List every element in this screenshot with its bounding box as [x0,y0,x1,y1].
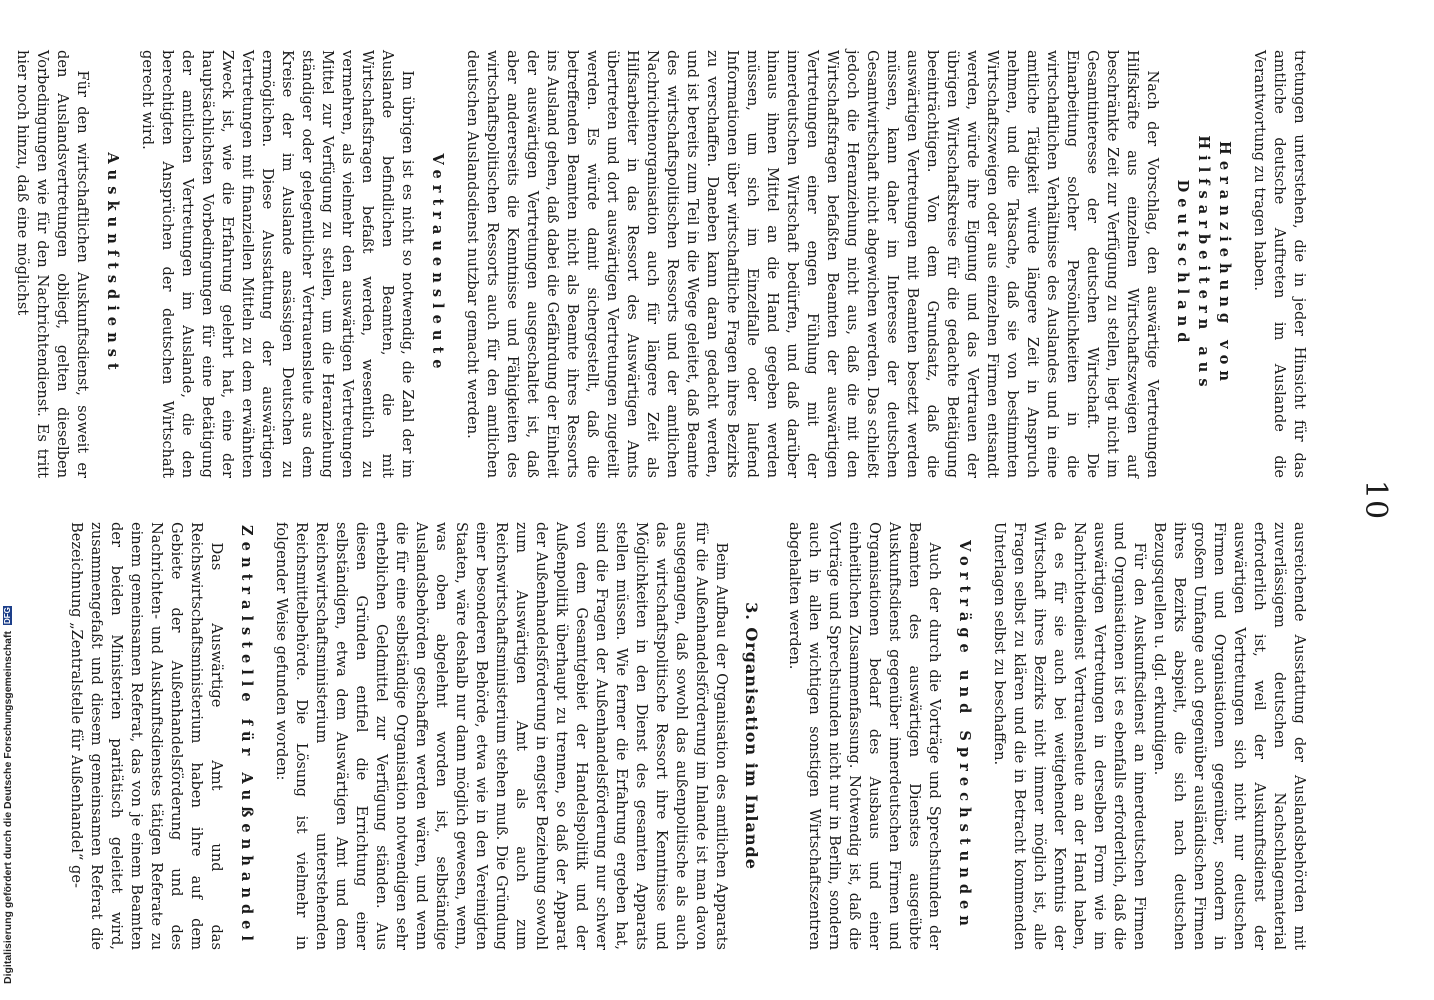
credit-text: Digitalisierung gefördert durch die Deutsche Forschungsgemeinschaft [2,631,14,984]
heading-hilfsarbeiter: Heranziehung von Hilfsarbeitern aus Deutschland [1174,135,1233,393]
heading-vertrauensleute: Vertrauensleute [429,153,446,375]
paragraph-vertrauensleute: Im übrigen ist es nicht so notwendig, die Zahl der im Auslande befindlichen Beamten, die mit Wirtschaftsfragen befaßt werden, wesentlich zu vermehren, als vielmehr den auswärtigen Vertretungen Mittel zur Verfügung zu stellen, um die Heranziehung ständiger oder gelegentlicher Vertrauensleute aus dem Kreise der im Auslande ansässigen Deutschen zu ermöglichen. Diese Ausstattung der auswärtigen Vertretungen mit finanziellen Mitteln zu dem erwähnten Zweck ist, wie die Erfahrung gelehrt hat, eine der hauptsächlichsten Vorbedingungen für eine Betätigung der amtlichen Vertretungen im Auslande, die den berechtigten Ansprüchen der deutschen Wirtschaft gerecht wird. [139,50,416,478]
page-number: 10 [1358,479,1393,521]
heading-zentralstelle: Zentralstelle für Außenhandel [238,525,255,947]
paragraph-vortraege: Auch der durch die Vorträge und Sprechstunden der Beamten des auswärtigen Dienstes ausgeübte Auskunftsdienst gegenüber innerdeutschen Firmen und Organisationen bedarf des Ausbaus und einer einheitlichen Zusammenfassung. Notwendig ist, daß die Vorträge und Sprechstunden nicht nur in Berlin, sondern auch in allen wichtigen sonstigen Wirtschaftszentren abgehalten werden. [786,522,943,950]
paragraph-zentralstelle: Das Auswärtige Amt und das Reichswirtschaftsministerium haben ihre auf dem Gebiete der Außenhandelsförderung und des Nachrichten- und Auskunftsdienstes tätigen Referate zu einem gemeinsamen Referat, das von je einem Beamten der beiden Ministerien paritätisch geleitet wird, zusammengefaßt und diesem gemeinsamen Referat die Bezeichnung „Zentralstelle für Außenhandel“ ge- [68,522,225,950]
paragraph-organisation: Beim Aufbau der Organisation des amtlichen Apparats für die Außenhandelsförderung im Inlande ist man davon ausgegangen, daß sowohl das außenpolitische als auch das wirtschaftspolitische Ressort ihre Kenntnisse und Möglichkeiten in den Dienst des gesamten Apparats stellen müssen. Wie ferner die Erfahrung ergeben hat, sind die Fragen der Außenhandelsförderung nur schwer von dem Gesamtgebiet der Handelspolitik und der Außenpolitik überhaupt zu trennen, so daß der Apparat der Außenhandelsförderung in engster Beziehung sowohl zum Auswärtigen Amt als auch zum Reichswirtschaftsministerium stehen muß. Die Gründung einer besonderen Behörde, etwa wie in den Vereinigten Staaten, wäre deshalb nur dann möglich gewesen, wenn, was oben abgelehnt worden ist, selbständige Auslandsbehörden geschaffen werden wären, und wenn die für eine selbständige Organisation notwendigen sehr erheblichen Geldmittel zur Verfügung ständen. Aus diesen Gründen entfiel die Errichtung einer selbständigen, etwa dem Auswärtigen Amt und dem Reichswirtschaftsministerium unterstehenden Reichsmittelbehörde. Die Lösung ist vielmehr in folgender Weise gefunden worden: [273,522,730,950]
paragraph-hilfsarbeiter: Nach der Vorschlag, den auswärtige Vertretungen Hilfskräfte aus einzelnen Wirtschaftszweigen auf beschränkte Zeit zur Verfügung zu stellen, liegt nicht im Gesamtinteresse der deutschen Wirtschaft. Die Einarbeitung solcher Persönlichkeiten in die wirtschaftlichen Verhältnisse des Auslandes und in eine amtliche Tätigkeit würde längere Zeit in Anspruch nehmen, und die Tatsache, daß sie von bestimmten Wirtschaftszweigen oder aus einzelnen Firmen entsandt werden, würde ihre Eignung und das Vertrauen der übrigen Wirtschaftskreise für die gedachte Betätigung beeinträchtigen. Von dem Grundsatz, daß die auswärtigen Vertretungen mit Beamten besetzt werden müssen, kann daher im Interesse der deutschen Gesamtwirtschaft nicht abgewichen werden. Das schließt jedoch die Heranziehung nicht aus, daß die mit den Wirtschaftsfragen befaßten Beamten der auswärtigen Vertretungen einer engen Fühlung mit der innerdeutschen Wirtschaft bedürfen, und daß darüber hinaus ihnen Mittel an die Hand gegeben werden müssen, um sich im Einzelfalle oder laufend Informationen über wirtschaftliche Fragen ihres Bezirks zu verschaffen. Daneben kann daran gedacht werden, und ist bereits zum Teil in die Wege geleitet, daß Beamte des wirtschaftspolitischen Ressorts und der amtlichen Nachrichtenorganisation auch für längere Zeit als Hilfsarbeiter in das Ressort des Auswärtigen Amts übertreten und dort auswärtigen Vertretungen zugeteilt werden. Es würde damit sichergestellt, daß die betreffenden Beamten nicht als Beamte ihres Ressorts ins Ausland gehen, daß dabei die Gefährdung der Einheit der auswärtigen Vertretungen ausgeschaltet ist, daß aber andererseits die Kenntnisse und Fähigkeiten des wirtschaftspolitischen Ressorts auch für den amtlichen deutschen Auslandsdienst nutzbar gemacht werden. [464,50,1161,478]
heading-auskunftsdienst: Auskunftsdienst [104,152,121,376]
column-left [14,50,1309,478]
text-columns [14,50,1309,950]
heading-vortraege: Vorträge und Sprechstunden [956,540,973,932]
heading-organisation-inlande: 3. Organisation im Inlande [742,602,761,870]
paragraph-auskunftsdienst: Für den wirtschaftlichen Auskunftsdienst, soweit er den Auslandsvertretungen obliegt, gelten dieselben Vorbedingungen wie für den Nachrichtendienst. Es tritt hier noch hinzu, daß eine möglichst [14,50,91,478]
right-intro-paragraph: ausreichende Ausstattung der Auslandsbehörden mit zuverlässigem deutschen Nachschlagematerial erforderlich ist, weil der Auskunftsdienst der auswärtigen Vertretungen sich nicht nur deutschen Firmen und Organisationen gegenüber, sondern in großem Umfange auch gegenüber ausländischen Firmen ihres Bezirks abspielt, die sich nach deutschen Bezugsquellen u. dgl. erkundigen. [1151,522,1308,950]
left-intro-paragraph: tretungen unterstehen, die in jeder Hinsicht für das amtliche deutsche Auftreten im Auslande die Verantwortung zu tragen haben. [1251,50,1308,478]
digitization-credit [2,604,18,984]
paragraph-innerdeutsche-firmen: Für den Auskunftsdienst an innerdeutschen Firmen und Organisationen ist es ebenfalls erforderlich, daß die auswärtigen Vertretungen in derselben Form wie im Nachrichtendienst Vertrauensleute an der Hand haben, da es für sie auch bei weitgehender Kenntnis der Wirtschaft ihres Bezirks nicht immer möglich ist, alle Fragen selbst zu klären und die in Betracht kommenden Unterlagen selbst zu beschaffen. [991,522,1148,950]
document-page [14,10,1397,990]
dfg-logo-icon: DFG [3,607,12,625]
column-right [67,522,1309,950]
